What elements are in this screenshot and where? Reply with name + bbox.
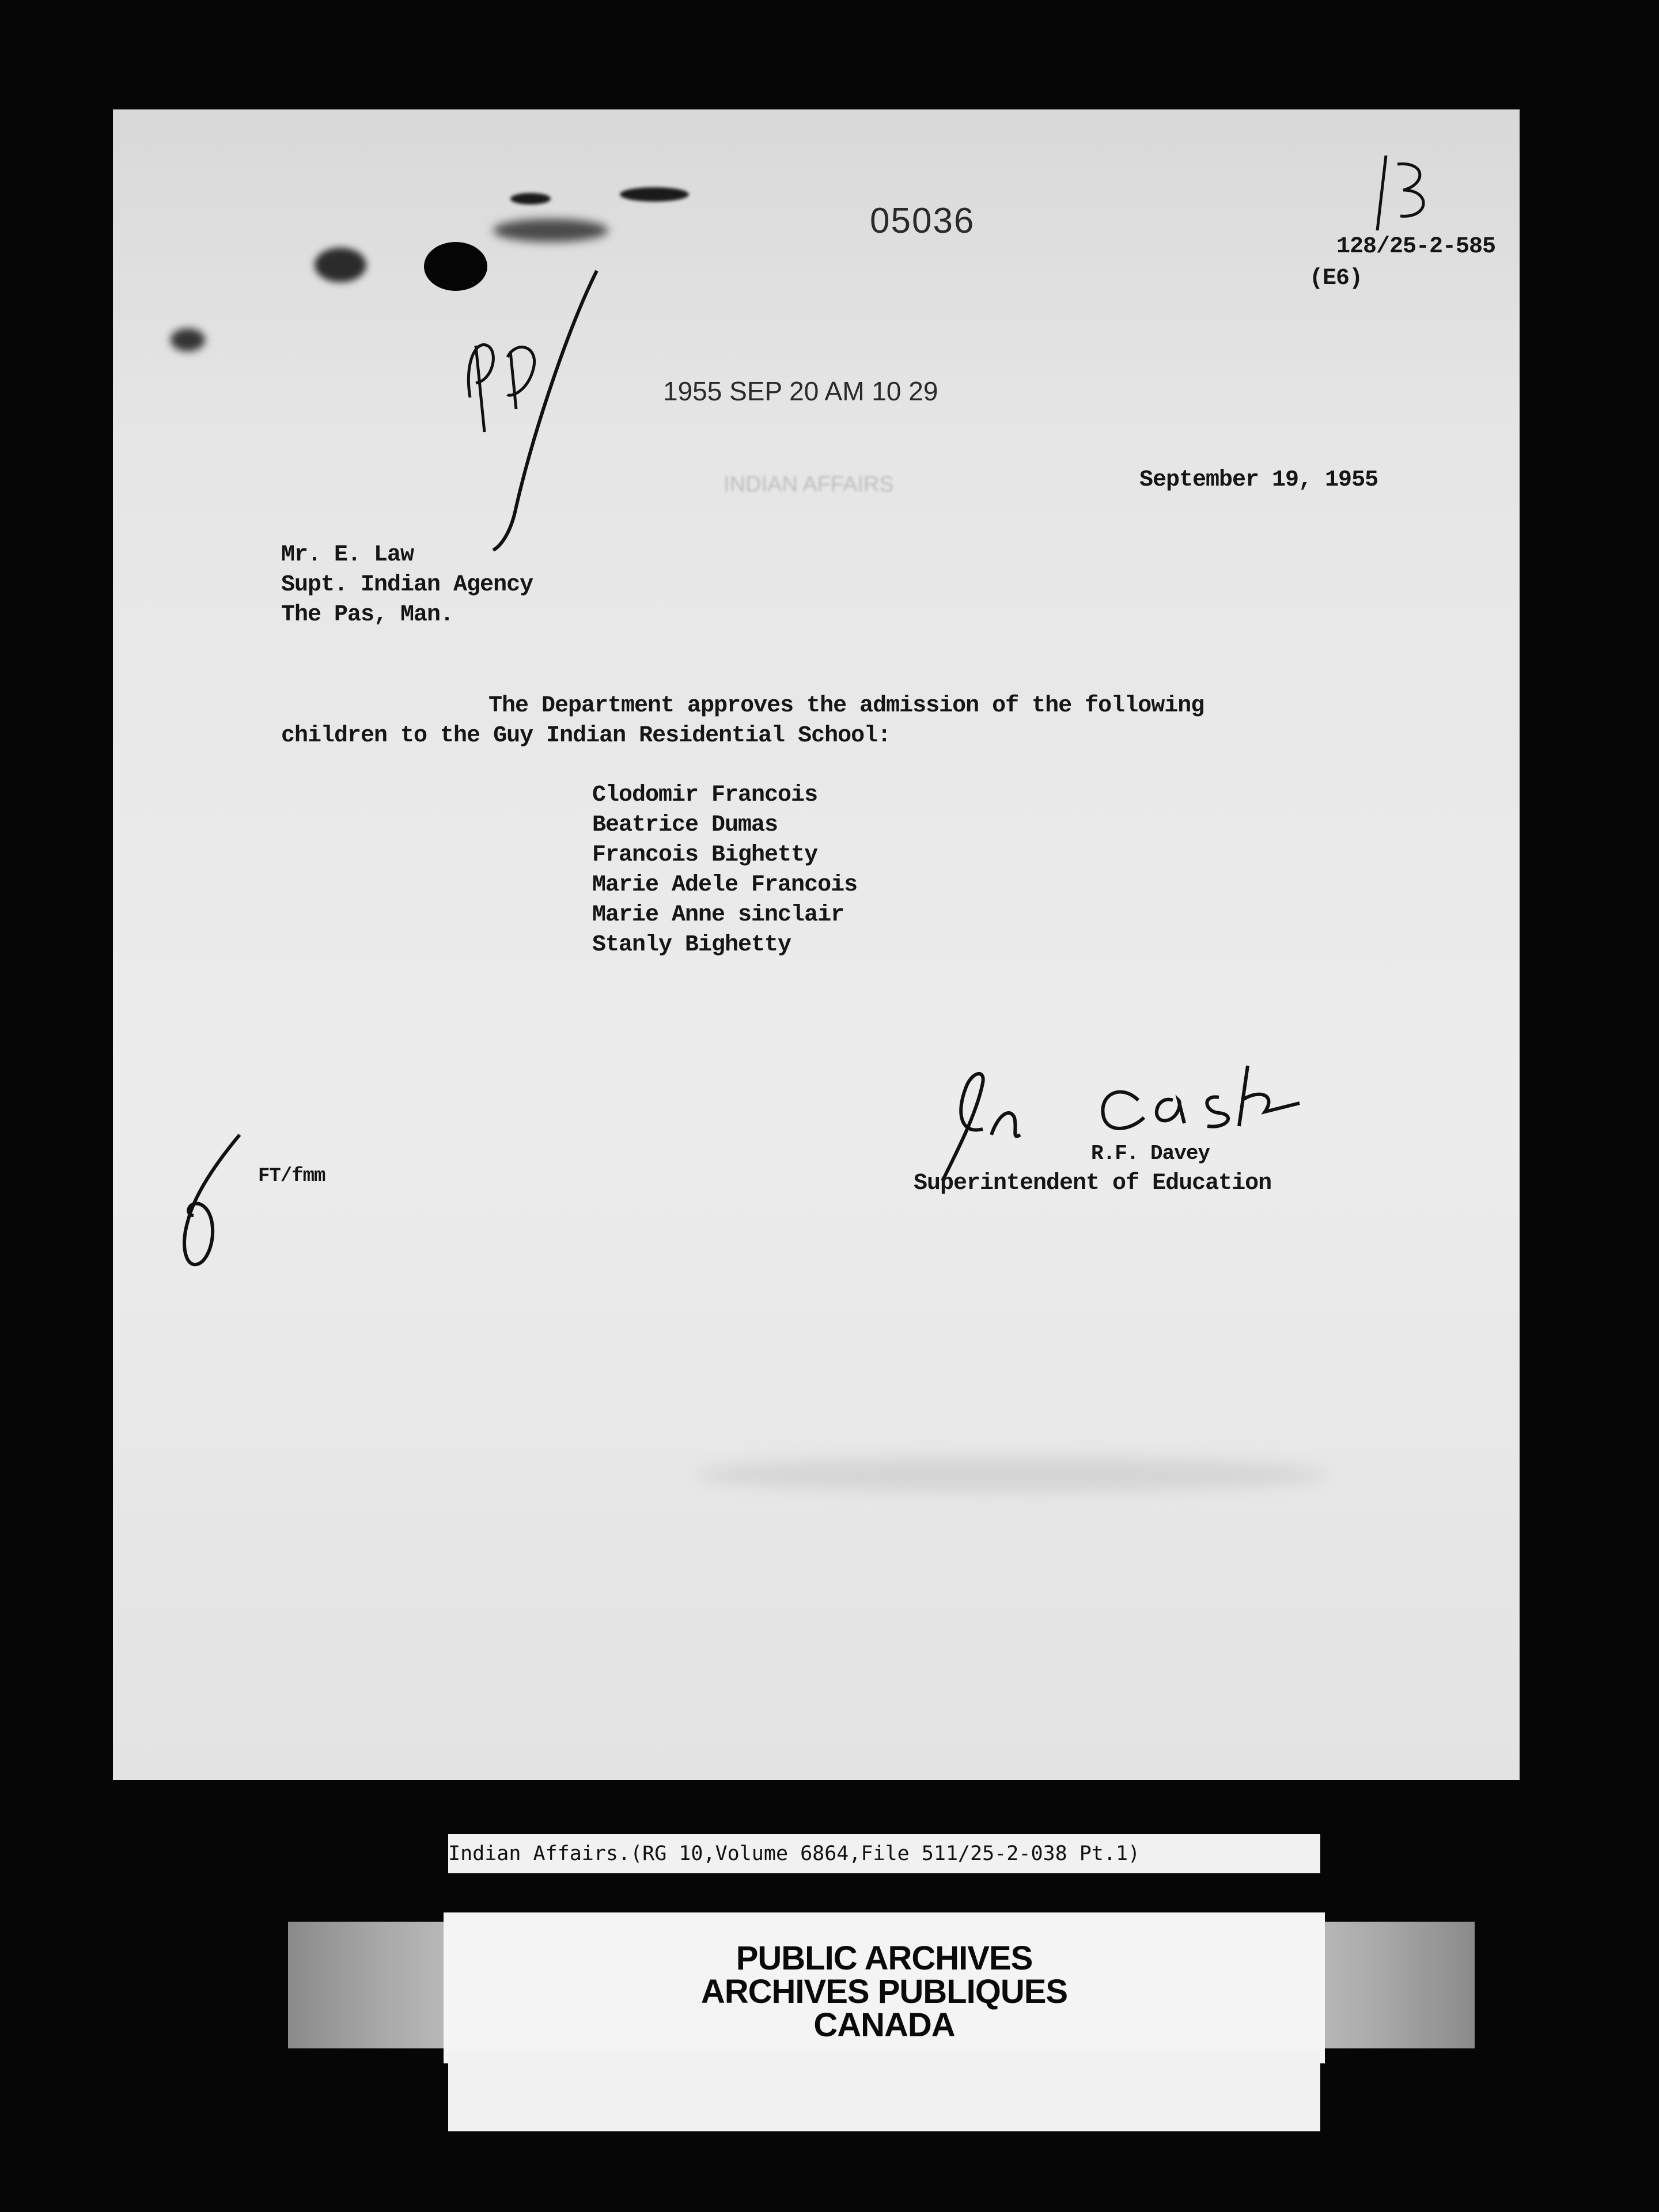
reference-code: (E6): [1309, 266, 1363, 291]
faint-department-stamp: INDIAN AFFAIRS: [724, 472, 894, 497]
archive-lower-panel: [448, 2051, 1320, 2131]
handwritten-b-mark: [1363, 150, 1455, 236]
addressee-line: Supt. Indian Agency: [281, 572, 533, 598]
child-name: Francois Bighetty: [592, 842, 818, 868]
archive-caption: Indian Affairs.(RG 10,Volume 6864,File 511/25-2-038 Pt.1): [448, 1842, 1141, 1865]
handwritten-check-mark: [153, 1123, 257, 1285]
ink-smudge: [510, 193, 551, 204]
handwritten-initials-pd: [453, 259, 603, 559]
archive-label-line: CANADA: [813, 2006, 955, 2044]
ink-smudge: [171, 328, 205, 351]
child-name: Clodomir Francois: [592, 782, 818, 808]
signatory-name: R.F. Davey: [1091, 1142, 1210, 1165]
archive-label-line: ARCHIVES PUBLIQUES: [700, 1973, 1068, 2010]
ink-smudge: [620, 187, 689, 202]
letter-page: [113, 109, 1520, 1780]
body-text-line: The Department approves the admission of the following: [488, 693, 1205, 719]
child-name: Beatrice Dumas: [592, 812, 778, 838]
file-number-stamp: 05036: [870, 201, 975, 241]
typist-initials: FT/fmm: [258, 1165, 325, 1187]
addressee-line: The Pas, Man.: [281, 602, 454, 628]
archive-label-line: PUBLIC ARCHIVES: [736, 1940, 1033, 1977]
public-archives-label: [444, 1912, 1325, 2063]
signatory-title: Superintendent of Education: [914, 1171, 1272, 1196]
body-text-line: children to the Guy Indian Residential School:: [281, 723, 891, 749]
child-name: Marie Anne sinclair: [592, 902, 844, 928]
letter-date: September 19, 1955: [1139, 467, 1378, 493]
ink-smudge: [315, 248, 366, 282]
archive-caption-bar: [448, 1834, 1320, 1873]
ink-smudge: [493, 219, 608, 242]
child-name: Stanly Bighetty: [592, 932, 791, 958]
reference-file-number: 128/25-2-585: [1336, 234, 1496, 260]
faint-bleedthrough: [695, 1457, 1328, 1492]
received-date-stamp: 1955 SEP 20 AM 10 29: [663, 376, 938, 406]
child-name: Marie Adele Francois: [592, 872, 858, 898]
addressee-line: Mr. E. Law: [281, 542, 414, 568]
